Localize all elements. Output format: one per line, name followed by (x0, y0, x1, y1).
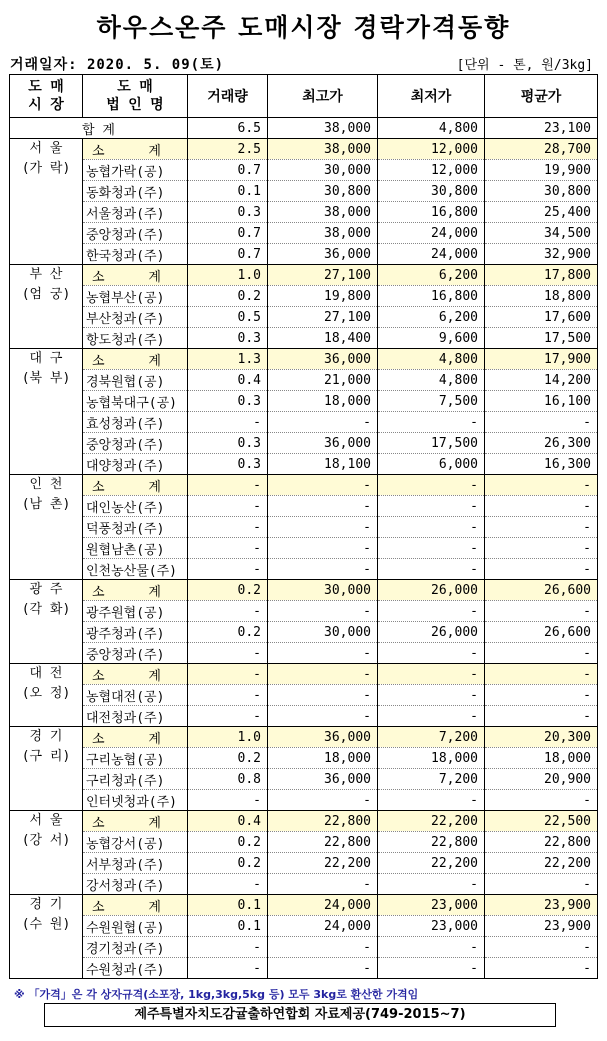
min-price-cell: 24,000 (378, 223, 485, 244)
max-price-cell: 22,800 (268, 832, 378, 853)
min-price-cell: 22,200 (378, 853, 485, 874)
max-price-cell: 22,800 (268, 811, 378, 832)
market-place: (북 부) (21, 371, 71, 386)
trade-date: 거래일자: 2020. 5. 09(토) (10, 57, 225, 73)
max-price-cell: 22,200 (268, 853, 378, 874)
market-region: 광 주 (29, 582, 63, 597)
min-price-cell: 12,000 (378, 160, 485, 181)
market-place: (남 촌) (21, 497, 71, 512)
corp-name: 소 계 (83, 664, 188, 685)
table-row (10, 454, 598, 475)
volume-cell: 0.2 (188, 832, 268, 853)
table-row (10, 853, 598, 874)
market-region: 서 울 (29, 141, 63, 156)
volume-cell: 0.4 (188, 370, 268, 391)
corp-name: 광주청과(주) (83, 622, 188, 643)
table-row (10, 307, 598, 328)
subtotal-row (10, 664, 598, 685)
volume-cell: - (188, 685, 268, 706)
avg-price-cell: - (485, 958, 598, 979)
avg-price-cell: - (485, 706, 598, 727)
max-price-cell: - (268, 664, 378, 685)
grand-total-volume: 6.5 (188, 118, 268, 139)
avg-price-cell: 19,900 (485, 160, 598, 181)
subtotal-row (10, 811, 598, 832)
volume-cell: 0.8 (188, 769, 268, 790)
market-place: (엄 궁) (21, 287, 71, 302)
table-row (10, 223, 598, 244)
min-price-cell: 23,000 (378, 895, 485, 916)
corp-name: 소 계 (83, 895, 188, 916)
corp-name: 원협남촌(공) (83, 538, 188, 559)
corp-name: 동화청과(주) (83, 181, 188, 202)
min-price-cell: - (378, 874, 485, 895)
corp-name: 서부청과(주) (83, 853, 188, 874)
volume-cell: 0.1 (188, 916, 268, 937)
volume-cell: 0.3 (188, 328, 268, 349)
max-price-cell: 30,800 (268, 181, 378, 202)
max-price-cell: 30,000 (268, 160, 378, 181)
avg-price-cell: 17,900 (485, 349, 598, 370)
avg-price-cell: - (485, 790, 598, 811)
min-price-cell: - (378, 601, 485, 622)
price-table (9, 74, 598, 979)
max-price-cell: 27,100 (268, 307, 378, 328)
max-price-cell: 36,000 (268, 769, 378, 790)
market-region: 인 천 (29, 477, 63, 492)
max-price-cell: 38,000 (268, 139, 378, 160)
corp-name: 수원원협(공) (83, 916, 188, 937)
table-row (10, 433, 598, 454)
grand-total-row (10, 118, 598, 139)
market-place: (가 락) (21, 161, 71, 176)
avg-price-cell: - (485, 874, 598, 895)
corp-name: 강서청과(주) (83, 874, 188, 895)
avg-price-cell: 17,600 (485, 307, 598, 328)
table-row (10, 832, 598, 853)
max-price-cell: 24,000 (268, 916, 378, 937)
corp-name: 구리농협(공) (83, 748, 188, 769)
avg-price-cell: 26,300 (485, 433, 598, 454)
max-price-cell: 30,000 (268, 580, 378, 601)
table-row (10, 202, 598, 223)
table-row (10, 244, 598, 265)
volume-cell: - (188, 517, 268, 538)
volume-cell: 0.1 (188, 895, 268, 916)
min-price-cell: - (378, 412, 485, 433)
corp-name: 농협대전(공) (83, 685, 188, 706)
avg-price-cell: 32,900 (485, 244, 598, 265)
corp-name: 부산청과(주) (83, 307, 188, 328)
corp-name: 인천농산물(주) (83, 559, 188, 580)
market-place: (각 화) (21, 602, 71, 617)
market-region: 경 기 (29, 897, 63, 912)
min-price-cell: 16,800 (378, 286, 485, 307)
header-min: 최저가 (378, 75, 485, 118)
table-row (10, 622, 598, 643)
grand-total-max: 38,000 (268, 118, 378, 139)
table-row (10, 496, 598, 517)
corp-name: 수원청과(주) (83, 958, 188, 979)
avg-price-cell: - (485, 664, 598, 685)
min-price-cell: 26,000 (378, 580, 485, 601)
footnote: ※ 「가격」은 각 상자규격(소포장, 1kg,3kg,5kg 등) 모두 3kg로 환산한 가격임 (14, 988, 419, 1001)
min-price-cell: 18,000 (378, 748, 485, 769)
corp-name: 경북원협(공) (83, 370, 188, 391)
avg-price-cell: 18,800 (485, 286, 598, 307)
market-region: 서 울 (29, 813, 63, 828)
market-name (10, 727, 83, 811)
grand-total-label: 합 계 (10, 118, 188, 139)
volume-cell: - (188, 538, 268, 559)
volume-cell: - (188, 496, 268, 517)
market-name (10, 664, 83, 727)
corp-name: 농협부산(공) (83, 286, 188, 307)
max-price-cell: 27,100 (268, 265, 378, 286)
corp-name: 소 계 (83, 727, 188, 748)
avg-price-cell: 20,900 (485, 769, 598, 790)
corp-name: 대양청과(주) (83, 454, 188, 475)
market-place: (강 서) (21, 833, 71, 848)
min-price-cell: - (378, 496, 485, 517)
corp-name: 구리청과(주) (83, 769, 188, 790)
min-price-cell: 12,000 (378, 139, 485, 160)
max-price-cell: - (268, 958, 378, 979)
table-row (10, 286, 598, 307)
max-price-cell: 18,400 (268, 328, 378, 349)
min-price-cell: 9,600 (378, 328, 485, 349)
avg-price-cell: - (485, 685, 598, 706)
min-price-cell: 17,500 (378, 433, 485, 454)
max-price-cell: - (268, 706, 378, 727)
min-price-cell: - (378, 664, 485, 685)
corp-name: 농협강서(공) (83, 832, 188, 853)
table-row (10, 328, 598, 349)
corp-name: 한국청과(주) (83, 244, 188, 265)
corp-name: 광주원협(공) (83, 601, 188, 622)
volume-cell: 1.3 (188, 349, 268, 370)
volume-cell: 0.3 (188, 202, 268, 223)
min-price-cell: - (378, 559, 485, 580)
volume-cell: 0.3 (188, 391, 268, 412)
volume-cell: 0.7 (188, 244, 268, 265)
avg-price-cell: 22,800 (485, 832, 598, 853)
page-title: 하우스온주 도매시장 경락가격동향 (96, 13, 511, 42)
table-row (10, 748, 598, 769)
min-price-cell: - (378, 517, 485, 538)
max-price-cell: 36,000 (268, 433, 378, 454)
avg-price-cell: - (485, 643, 598, 664)
subtotal-row (10, 349, 598, 370)
volume-cell: - (188, 412, 268, 433)
corp-name: 소 계 (83, 475, 188, 496)
avg-price-cell: 34,500 (485, 223, 598, 244)
avg-price-cell: 17,800 (485, 265, 598, 286)
max-price-cell: 18,000 (268, 748, 378, 769)
max-price-cell: - (268, 790, 378, 811)
source-box: 제주특별자치도감귤출하연합회 자료제공(749-2015~7) (44, 1003, 556, 1027)
corp-name: 대인농산(주) (83, 496, 188, 517)
header-volume: 거래량 (188, 75, 268, 118)
market-place: (오 정) (21, 686, 71, 701)
corp-name: 중앙청과(주) (83, 223, 188, 244)
header-market: 도 매 시 장 (10, 75, 83, 118)
volume-cell: - (188, 601, 268, 622)
max-price-cell: 18,000 (268, 391, 378, 412)
market-region: 대 구 (29, 351, 63, 366)
max-price-cell: - (268, 496, 378, 517)
table-row (10, 958, 598, 979)
avg-price-cell: 26,600 (485, 580, 598, 601)
corp-name: 항도청과(주) (83, 328, 188, 349)
max-price-cell: - (268, 601, 378, 622)
max-price-cell: - (268, 517, 378, 538)
min-price-cell: 6,200 (378, 265, 485, 286)
min-price-cell: 30,800 (378, 181, 485, 202)
table-row (10, 181, 598, 202)
market-place: (구 리) (21, 749, 71, 764)
max-price-cell: - (268, 559, 378, 580)
volume-cell: - (188, 559, 268, 580)
avg-price-cell: 23,900 (485, 895, 598, 916)
max-price-cell: 19,800 (268, 286, 378, 307)
min-price-cell: 4,800 (378, 349, 485, 370)
volume-cell: - (188, 706, 268, 727)
header-avg: 평균가 (485, 75, 598, 118)
table-row (10, 916, 598, 937)
volume-cell: 1.0 (188, 265, 268, 286)
table-row (10, 769, 598, 790)
avg-price-cell: - (485, 412, 598, 433)
market-region: 경 기 (29, 729, 63, 744)
max-price-cell: - (268, 412, 378, 433)
avg-price-cell: 25,400 (485, 202, 598, 223)
avg-price-cell: - (485, 475, 598, 496)
avg-price-cell: 17,500 (485, 328, 598, 349)
subtotal-row (10, 139, 598, 160)
max-price-cell: - (268, 538, 378, 559)
max-price-cell: 36,000 (268, 727, 378, 748)
corp-name: 소 계 (83, 580, 188, 601)
max-price-cell: - (268, 475, 378, 496)
table-row (10, 538, 598, 559)
avg-price-cell: 30,800 (485, 181, 598, 202)
market-name (10, 811, 83, 895)
table-row (10, 643, 598, 664)
corp-name: 효성청과(주) (83, 412, 188, 433)
min-price-cell: 7,200 (378, 727, 485, 748)
grand-total-avg: 23,100 (485, 118, 598, 139)
max-price-cell: 38,000 (268, 223, 378, 244)
min-price-cell: - (378, 538, 485, 559)
max-price-cell: 21,000 (268, 370, 378, 391)
volume-cell: 0.2 (188, 748, 268, 769)
volume-cell: 0.2 (188, 286, 268, 307)
min-price-cell: 26,000 (378, 622, 485, 643)
min-price-cell: - (378, 706, 485, 727)
subtotal-row (10, 265, 598, 286)
avg-price-cell: 16,300 (485, 454, 598, 475)
volume-cell: - (188, 790, 268, 811)
min-price-cell: 7,200 (378, 769, 485, 790)
max-price-cell: - (268, 937, 378, 958)
avg-price-cell: 28,700 (485, 139, 598, 160)
min-price-cell: - (378, 685, 485, 706)
corp-name: 경기청과(주) (83, 937, 188, 958)
volume-cell: 0.2 (188, 853, 268, 874)
max-price-cell: 24,000 (268, 895, 378, 916)
table-row (10, 370, 598, 391)
corp-name: 중앙청과(주) (83, 433, 188, 454)
max-price-cell: - (268, 643, 378, 664)
table-row (10, 937, 598, 958)
table-row (10, 391, 598, 412)
volume-cell: 0.1 (188, 181, 268, 202)
table-row (10, 559, 598, 580)
max-price-cell: 30,000 (268, 622, 378, 643)
volume-cell: 1.0 (188, 727, 268, 748)
volume-cell: 0.7 (188, 160, 268, 181)
market-name (10, 349, 83, 475)
min-price-cell: - (378, 643, 485, 664)
corp-name: 농협북대구(공) (83, 391, 188, 412)
min-price-cell: 6,000 (378, 454, 485, 475)
market-place: (수 원) (21, 917, 71, 932)
table-row (10, 685, 598, 706)
volume-cell: 0.2 (188, 580, 268, 601)
min-price-cell: 4,800 (378, 370, 485, 391)
min-price-cell: - (378, 958, 485, 979)
corp-name: 농협가락(공) (83, 160, 188, 181)
corp-name: 인터넷청과(주) (83, 790, 188, 811)
market-name (10, 265, 83, 349)
table-row (10, 790, 598, 811)
market-region: 부 산 (29, 267, 63, 282)
min-price-cell: - (378, 790, 485, 811)
max-price-cell: 36,000 (268, 244, 378, 265)
corp-name: 소 계 (83, 139, 188, 160)
max-price-cell: 38,000 (268, 202, 378, 223)
market-name (10, 475, 83, 580)
table-row (10, 706, 598, 727)
min-price-cell: - (378, 937, 485, 958)
market-name (10, 139, 83, 265)
max-price-cell: - (268, 874, 378, 895)
market-region: 대 전 (29, 666, 63, 681)
avg-price-cell: 18,000 (485, 748, 598, 769)
market-name (10, 580, 83, 664)
corp-name: 중앙청과(주) (83, 643, 188, 664)
header-row (10, 75, 598, 118)
table-row (10, 517, 598, 538)
min-price-cell: 22,200 (378, 811, 485, 832)
avg-price-cell: 22,200 (485, 853, 598, 874)
header-max: 최고가 (268, 75, 378, 118)
avg-price-cell: - (485, 601, 598, 622)
table-row (10, 601, 598, 622)
avg-price-cell: 26,600 (485, 622, 598, 643)
volume-cell: 0.3 (188, 433, 268, 454)
subtotal-row (10, 895, 598, 916)
volume-cell: - (188, 958, 268, 979)
avg-price-cell: 22,500 (485, 811, 598, 832)
volume-cell: - (188, 874, 268, 895)
avg-price-cell: 14,200 (485, 370, 598, 391)
avg-price-cell: - (485, 496, 598, 517)
avg-price-cell: - (485, 517, 598, 538)
unit-label: [단위 - 톤, 원/3kg] (456, 58, 593, 73)
avg-price-cell: 20,300 (485, 727, 598, 748)
table-body (10, 118, 598, 979)
avg-price-cell: - (485, 937, 598, 958)
min-price-cell: - (378, 475, 485, 496)
min-price-cell: 24,000 (378, 244, 485, 265)
min-price-cell: 16,800 (378, 202, 485, 223)
market-name (10, 895, 83, 979)
max-price-cell: - (268, 685, 378, 706)
min-price-cell: 22,800 (378, 832, 485, 853)
corp-name: 소 계 (83, 265, 188, 286)
corp-name: 소 계 (83, 349, 188, 370)
avg-price-cell: - (485, 559, 598, 580)
subtotal-row (10, 727, 598, 748)
volume-cell: 0.2 (188, 622, 268, 643)
max-price-cell: 18,100 (268, 454, 378, 475)
table-row (10, 412, 598, 433)
volume-cell: 0.5 (188, 307, 268, 328)
table-row (10, 874, 598, 895)
min-price-cell: 6,200 (378, 307, 485, 328)
avg-price-cell: 16,100 (485, 391, 598, 412)
corp-name: 대전청과(주) (83, 706, 188, 727)
volume-cell: - (188, 475, 268, 496)
corp-name: 덕풍청과(주) (83, 517, 188, 538)
grand-total-min: 4,800 (378, 118, 485, 139)
max-price-cell: 36,000 (268, 349, 378, 370)
volume-cell: 0.3 (188, 454, 268, 475)
volume-cell: 0.4 (188, 811, 268, 832)
corp-name: 소 계 (83, 811, 188, 832)
avg-price-cell: - (485, 538, 598, 559)
min-price-cell: 23,000 (378, 916, 485, 937)
table-row (10, 160, 598, 181)
header-corp: 도 매 법 인 명 (83, 75, 188, 118)
volume-cell: 2.5 (188, 139, 268, 160)
avg-price-cell: 23,900 (485, 916, 598, 937)
volume-cell: - (188, 643, 268, 664)
corp-name: 서울청과(주) (83, 202, 188, 223)
subtotal-row (10, 475, 598, 496)
min-price-cell: 7,500 (378, 391, 485, 412)
volume-cell: - (188, 664, 268, 685)
volume-cell: - (188, 937, 268, 958)
subtotal-row (10, 580, 598, 601)
volume-cell: 0.7 (188, 223, 268, 244)
